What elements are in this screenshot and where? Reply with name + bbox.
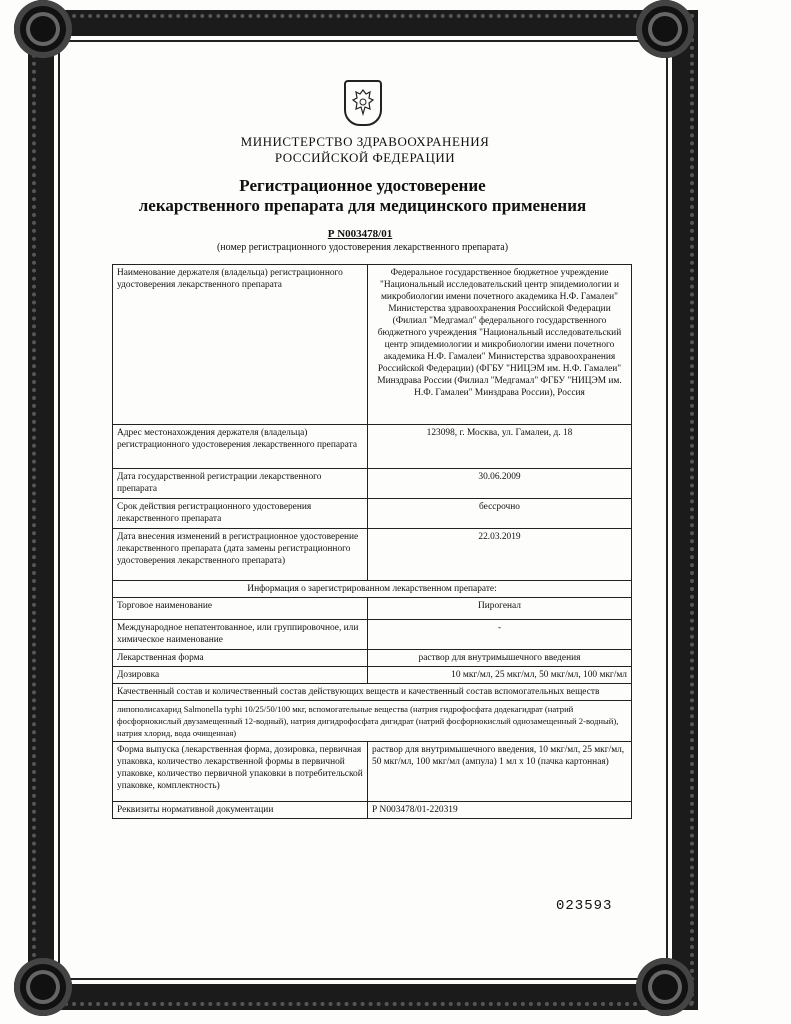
- trade-name-value: Пирогенал: [368, 598, 632, 620]
- ornament-corner-icon: [14, 958, 72, 1016]
- ornament-corner-icon: [636, 0, 694, 58]
- registration-date-value: 30.06.2009: [368, 469, 632, 499]
- dosage-value: 10 мкг/мл, 25 мкг/мл, 50 мкг/мл, 100 мкг/мл: [368, 667, 632, 684]
- ministry-name-line1: МИНИСТЕРСТВО ЗДРАВООХРАНЕНИЯ: [240, 134, 490, 149]
- validity-value: бессрочно: [368, 499, 632, 529]
- table-row: [113, 598, 632, 620]
- holder-value: Федеральное государственное бюджетное учреждение "Национальный исследовательский центр эпидемиологии и микробиологии имени почетного академика Н.Ф. Гамалеи" Министерства здравоохранения Российской Федерации (Филиал "Медгамал" федерального государственного бюджетного учреждения "Национальный исследовательский центр эпидемиологии и микробиологии имени почетного академика Н.Ф. Гамалеи" Министерства здравоохранения Российской Федерации) (ФГБУ "НИЦЭМ им. Н.Ф. Гамалеи" Минздрава России (Филиал "Медгамал" ФГБУ "НИЦЭМ им. Н.Ф. Гамалеи" Минздрава России), Россия: [368, 265, 632, 425]
- address-value: 123098, г. Москва, ул. Гамалеи, д. 18: [368, 425, 632, 469]
- normative-docs-label: Реквизиты нормативной документации: [113, 802, 368, 819]
- trade-name-label: Торговое наименование: [113, 598, 368, 620]
- normative-docs-value: Р N003478/01-220319: [368, 802, 632, 819]
- serial-number: 023593: [556, 898, 613, 914]
- table-row: [113, 802, 632, 819]
- ministry-name-line2: РОССИЙСКОЙ ФЕДЕРАЦИИ: [274, 150, 456, 165]
- changes-date-value: 22.03.2019: [368, 529, 632, 581]
- document-title-line1: Регистрационное удостоверение: [239, 176, 486, 195]
- table-row: [113, 265, 632, 425]
- composition-header: Качественный состав и количественный состав действующих веществ и качественный состав вспомогательных веществ: [113, 684, 632, 701]
- validity-label: Срок действия регистрационного удостоверения лекарственного препарата: [113, 499, 368, 529]
- ornament-corner-icon: [636, 958, 694, 1016]
- table-row: [113, 620, 632, 650]
- holder-label: Наименование держателя (владельца) регистрационного удостоверения лекарственного препарата: [113, 265, 368, 425]
- dosage-label: Дозировка: [113, 667, 368, 684]
- release-form-value: раствор для внутримышечного введения, 10 мкг/мл, 25 мкг/мл, 50 мкг/мл, 100 мкг/мл (ампула) 1 мл х 10 (пачка картонная): [368, 742, 632, 802]
- table-row: [113, 667, 632, 684]
- dosage-form-value: раствор для внутримышечного введения: [368, 650, 632, 667]
- composition-value: липополисахарид Salmonella typhi 10/25/50/100 мкг, вспомогательные вещества (натрия гидрофосфата додекагидрат (натрий фосфорнокислый двузамещенный 12-водный), натрия дигидрофосфата дигидрат (натрий фосфорнокислый однозамещенный 2-водный), натрия хлорид, вода очищенная): [113, 701, 632, 742]
- release-form-label: Форма выпуска (лекарственная форма, дозировка, первичная упаковка, количество лекарственной формы в первичной упаковке, количество первичной упаковки в потребительской упаковке, комплектность): [113, 742, 368, 802]
- info-section-header: Информация о зарегистрированном лекарственном препарате:: [113, 581, 632, 598]
- registration-number: Р N003478/01: [327, 228, 393, 240]
- table-row: [113, 529, 632, 581]
- table-row: [113, 581, 632, 598]
- registration-number-caption: (номер регистрационного удостоверения лекарственного препарата): [216, 242, 509, 253]
- certificate-table: [112, 264, 632, 819]
- table-row: [113, 684, 632, 701]
- table-row: [113, 425, 632, 469]
- changes-date-label: Дата внесения изменений в регистрационное удостоверение лекарственного препарата (дата замены регистрационного удостоверения лекарственного препарата): [113, 529, 368, 581]
- table-row: [113, 742, 632, 802]
- table-row: [113, 701, 632, 742]
- state-emblem-icon: [344, 80, 382, 126]
- table-row: [113, 650, 632, 667]
- address-label: Адрес местонахождения держателя (владельца) регистрационного удостоверения лекарственного препарата: [113, 425, 368, 469]
- inn-value: -: [368, 620, 632, 650]
- table-row: [113, 469, 632, 499]
- registration-date-label: Дата государственной регистрации лекарственного препарата: [113, 469, 368, 499]
- ornament-corner-icon: [14, 0, 72, 58]
- inn-label: Международное непатентованное, или группировочное, или химическое наименование: [113, 620, 368, 650]
- dosage-form-label: Лекарственная форма: [113, 650, 368, 667]
- table-row: [113, 499, 632, 529]
- document-title-line2: лекарственного препарата для медицинского применения: [138, 196, 587, 215]
